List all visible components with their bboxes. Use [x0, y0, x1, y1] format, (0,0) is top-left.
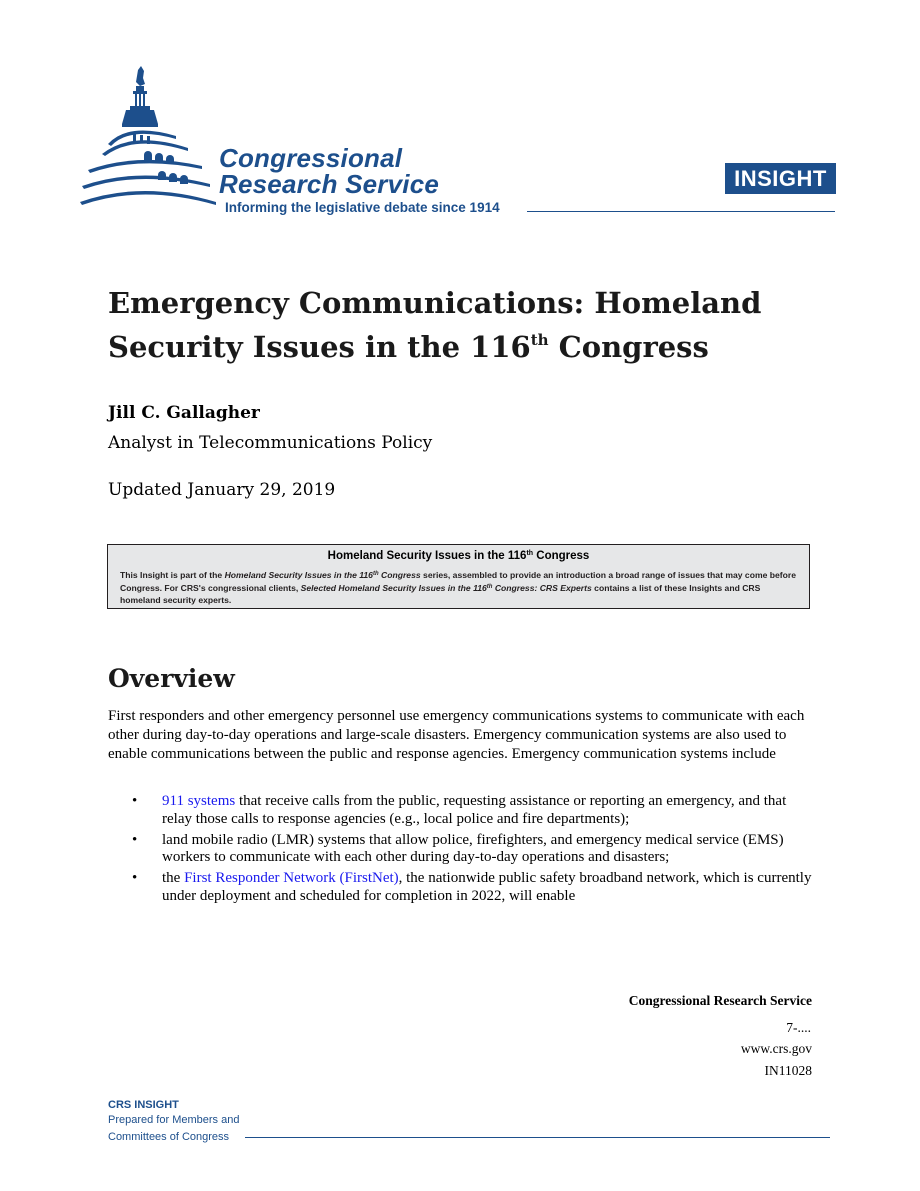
- bullet-icon: •: [132, 793, 138, 809]
- series-box-title: Homeland Security Issues in the 116th Congress: [327, 550, 590, 562]
- author-position: Analyst in Telecommunications Policy: [108, 433, 433, 453]
- footer-prepared-line1: Prepared for Members and: [108, 1114, 240, 1126]
- list-item: • the First Responder Network (FirstNet), the nationwide public safety broadband network, which is currently under deployment and scheduled for completion in 2022, will enable: [132, 870, 812, 904]
- brand-name-line1: Congressional: [219, 143, 403, 173]
- updated-date: Updated January 29, 2019: [108, 480, 336, 500]
- footer-prepared-line2: Committees of Congress: [108, 1131, 230, 1143]
- series-box-text: This Insight is part of the Homeland Security Issues in the 116th Congress series, assembled to provide an introduction a broad range of issues that may come before Congress. For CRS's congressional clients, Selected Homeland Security Issues in the 116th Congress: CRS Experts contains a list of these Insights and CRS homeland security experts.: [120, 570, 797, 605]
- footer-website: www.crs.gov: [740, 1041, 812, 1056]
- systems-bullet-list: [132, 793, 812, 909]
- bullet-icon: •: [132, 831, 138, 848]
- overview-paragraph: First responders and other emergency personnel use emergency communications systems to communicate with each other during day-to-day operations and large-scale disasters. Emergency communication systems are also used to enable communications between the public and response agencies. Emergency communication systems include: [108, 708, 805, 763]
- overview-heading: Overview: [108, 664, 235, 693]
- footer-product-id: IN11028: [764, 1063, 812, 1078]
- insight-badge: INSIGHT: [725, 163, 836, 194]
- footer-number: 7-....: [786, 1020, 811, 1035]
- header-rule: [527, 211, 835, 212]
- brand-name-line2: Research Service: [219, 169, 440, 199]
- brand-tagline: Informing the legislative debate since 1914: [225, 200, 500, 215]
- footer-crs-name: Congressional Research Service: [628, 993, 812, 1008]
- series-info-box: [107, 544, 810, 609]
- footer-label: CRS INSIGHT: [108, 1099, 179, 1111]
- document-title: Emergency Communications: Homeland Security Issues in the 116th Congress: [108, 286, 762, 364]
- author-name: Jill C. Gallagher: [108, 403, 260, 423]
- footer-rule: [245, 1137, 830, 1138]
- link-firstnet[interactable]: First Responder Network (FirstNet): [184, 870, 399, 887]
- link-911-systems[interactable]: 911 systems: [162, 793, 236, 809]
- list-item: • land mobile radio (LMR) systems that allow police, firefighters, and emergency medical service (EMS) workers to communicate with each other during day-to-day operations and disasters;: [132, 831, 784, 866]
- capitol-dome-logo-icon: [78, 62, 220, 220]
- list-item: • 911 systems that receive calls from the public, requesting assistance or reporting an emergency, and that relay those calls to response agencies (e.g., local police and fire departments);: [132, 793, 787, 827]
- bullet-icon: •: [132, 870, 138, 887]
